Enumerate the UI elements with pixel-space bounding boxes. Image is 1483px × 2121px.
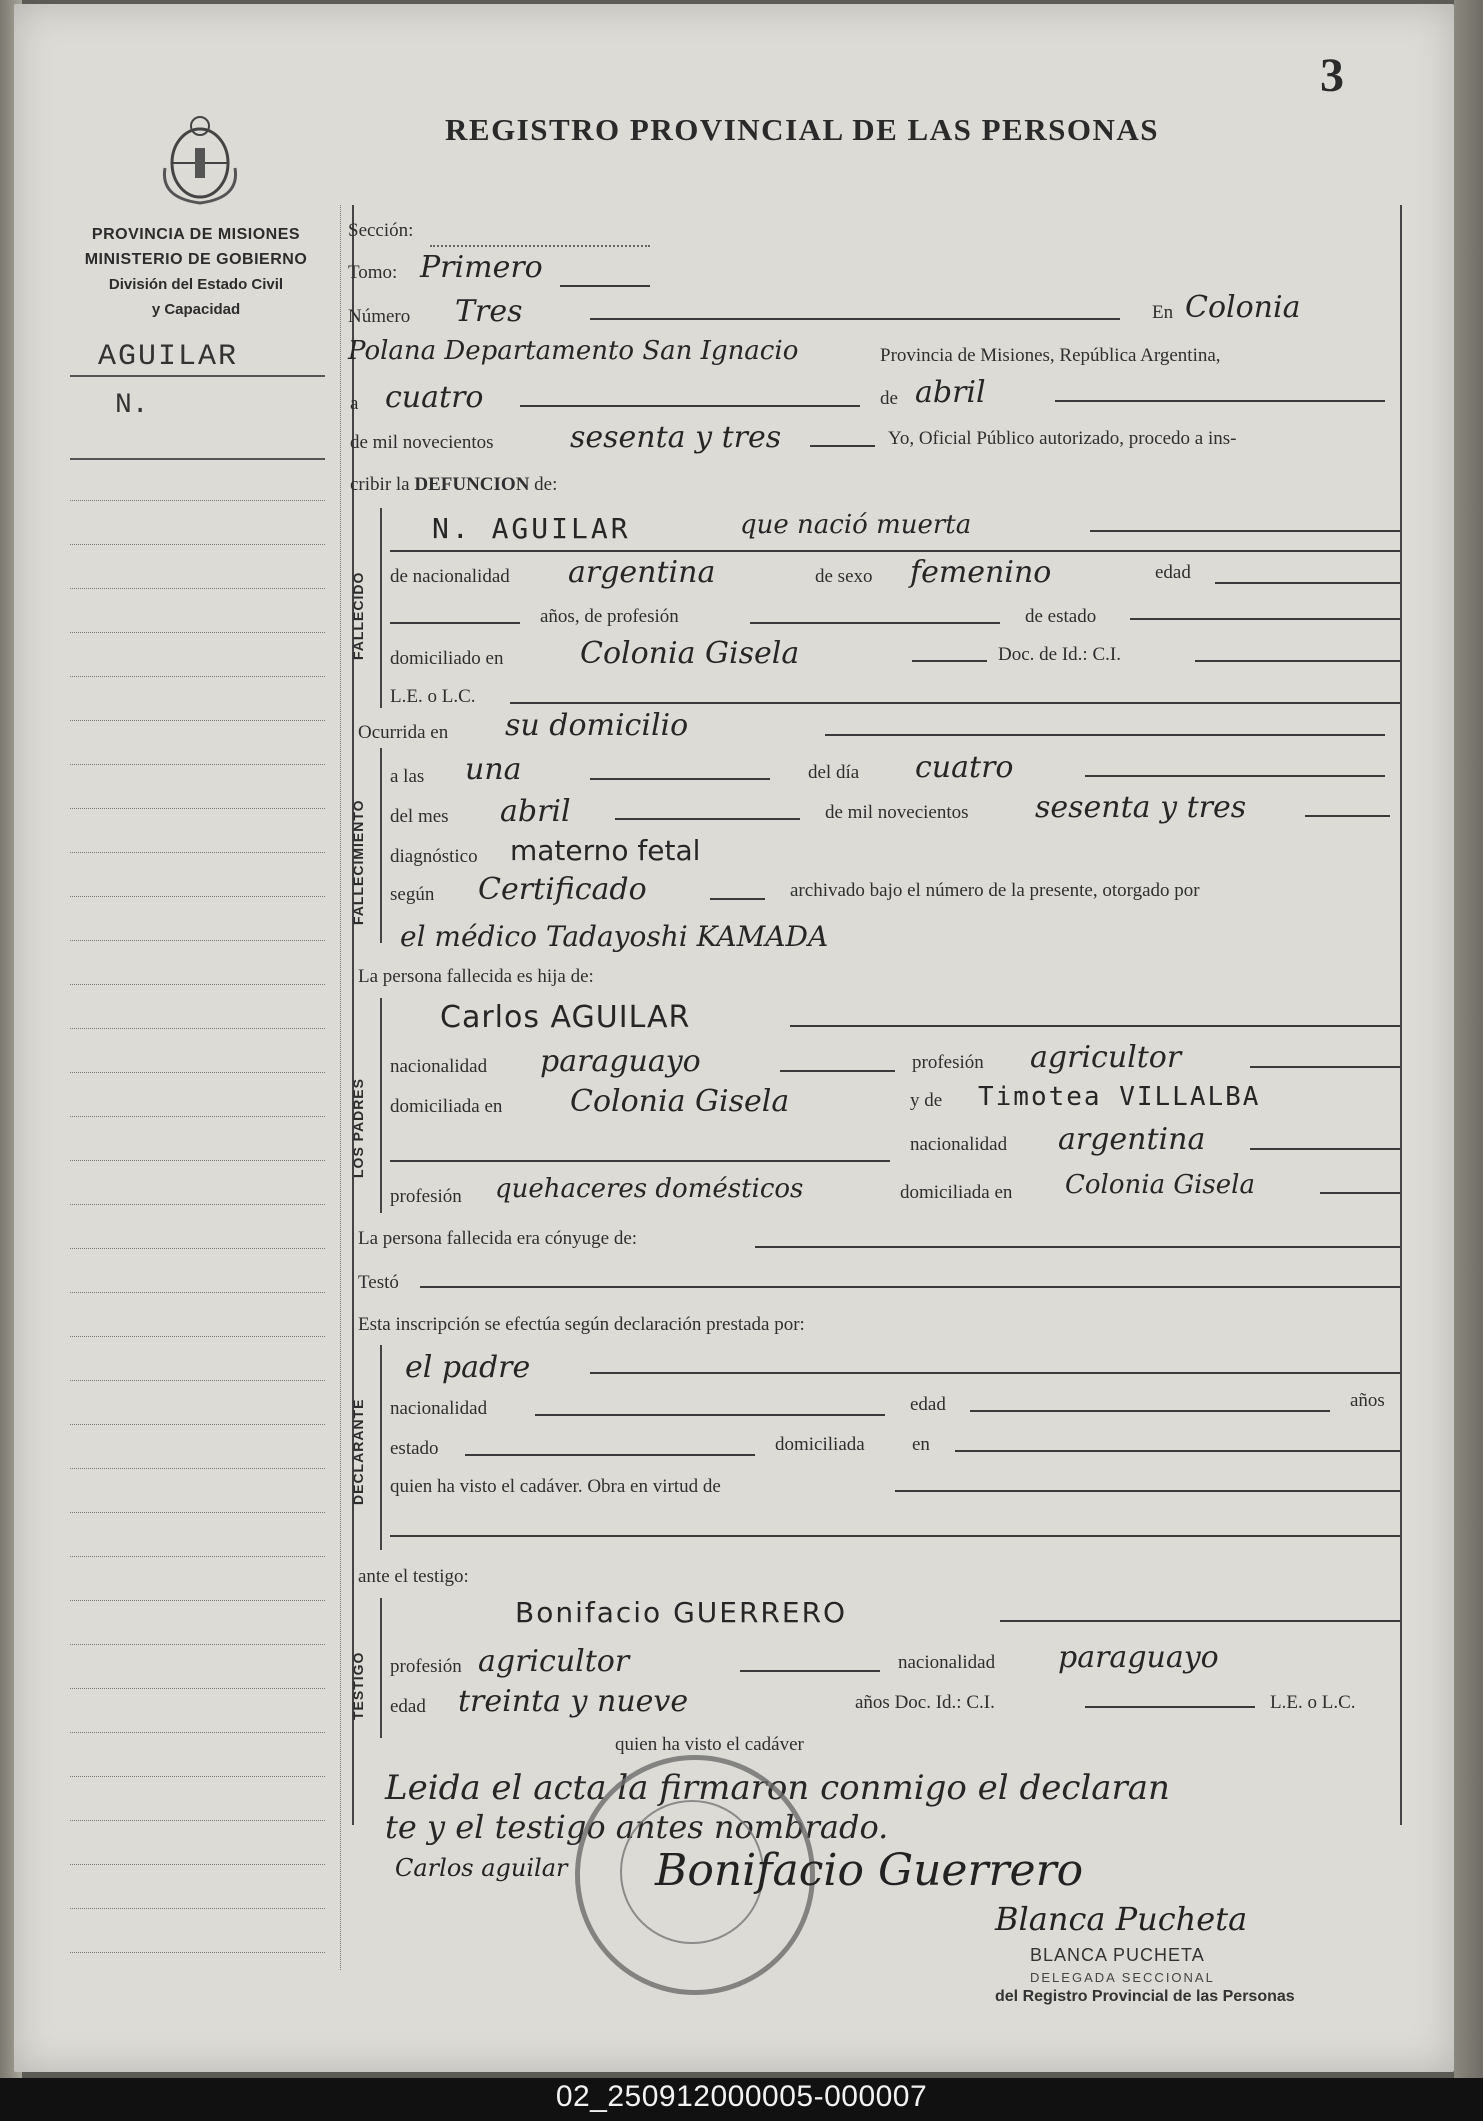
document-title: REGISTRO PROVINCIAL DE LAS PERSONAS	[445, 112, 1159, 147]
official-entity: del Registro Provincial de las Personas	[995, 1988, 1295, 2005]
official-name: BLANCA PUCHETA	[1030, 1945, 1205, 1965]
hora-line	[590, 778, 770, 780]
margin-ruled-line	[70, 1644, 325, 1645]
testigo-edad-label: edad	[390, 1696, 426, 1717]
estado-line	[1130, 618, 1400, 620]
padre-prof-value: agricultor	[1030, 1040, 1182, 1075]
archivado-text: archivado bajo el número de la presente, otorgado por	[790, 880, 1200, 901]
official-role: DELEGADA SECCIONAL	[1030, 1970, 1215, 1985]
declaracion-label: Esta inscripción se efectúa según declaración prestada por:	[358, 1314, 805, 1335]
margin-ruled-line	[70, 500, 325, 501]
padre-line	[790, 1025, 1400, 1027]
madre-dom-line	[1320, 1192, 1400, 1194]
en-value: Colonia	[1185, 290, 1301, 325]
madre-dom-label: domiciliada en	[900, 1182, 1013, 1203]
margin-ruled-line	[70, 852, 325, 853]
madre-nombre: Timotea VILLALBA	[978, 1082, 1261, 1112]
margin-ruled-line	[70, 1380, 325, 1381]
testigo-doc-line	[1085, 1706, 1255, 1708]
declarante-dom-label: domiciliada	[775, 1434, 865, 1455]
issuer-division: División del Estado Civil	[108, 276, 284, 293]
a-label: a	[350, 393, 359, 414]
le-label: L.E. o L.C.	[390, 686, 476, 707]
margin-ruled-line	[70, 1292, 325, 1293]
margin-ruled-line	[70, 1688, 325, 1689]
diag-value: materno fetal	[510, 834, 701, 867]
segun-line	[710, 898, 765, 900]
declarante-estado-label: estado	[390, 1438, 439, 1459]
seccion-line	[430, 245, 650, 247]
image-identifier: 02_250912000005-000007	[555, 2080, 928, 2113]
domicilio-label: domiciliado en	[390, 648, 504, 669]
declarante-dom-line	[955, 1450, 1400, 1452]
signature-testigo: Bonifacio Guerrero	[655, 1845, 1084, 1896]
padres-intro: La persona fallecida es hija de:	[358, 966, 594, 987]
madre-prof-label: profesión	[390, 1186, 462, 1207]
mil-label: de mil novecientos	[350, 432, 494, 453]
testigo-nac-value: paraguayo	[1058, 1640, 1219, 1675]
anio-fallec-value: sesenta y tres	[1035, 790, 1247, 825]
lugar-value: Polana Departamento San Ignacio	[348, 336, 799, 366]
madre-nac-line	[1250, 1148, 1400, 1150]
closing-line-1: Leida el acta la firmaron conmigo el declaran	[385, 1768, 1170, 1808]
declarante-extra-line	[390, 1535, 1400, 1537]
testigo-visto-label: quien ha visto el cadáver	[615, 1734, 804, 1755]
segun-value: Certificado	[478, 872, 647, 907]
edad-label: edad	[1155, 562, 1191, 583]
numero-label: Número	[348, 306, 411, 327]
domicilio-value: Colonia Gisela	[580, 636, 800, 671]
domicilio-line	[912, 660, 987, 662]
testigo-bracket	[380, 1598, 382, 1738]
margin-ruled-line	[70, 1204, 325, 1205]
margin-divider	[340, 205, 341, 1970]
margin-ruled-line	[70, 1556, 325, 1557]
padre-dom-value: Colonia Gisela	[570, 1084, 790, 1119]
madre-nac-value: argentina	[1058, 1122, 1206, 1157]
testigo-le-label: L.E. o L.C.	[1270, 1692, 1356, 1713]
fallecimiento-bracket	[380, 748, 382, 943]
margin-ruled-line	[70, 1864, 325, 1865]
ocurrida-line	[825, 734, 1385, 736]
le-line	[510, 702, 1400, 704]
de-label: de	[880, 388, 898, 409]
madre-prof-value: quehaceres domésticos	[495, 1174, 804, 1204]
estado-label: de estado	[1025, 606, 1097, 627]
defuncion-word: DEFUNCION	[414, 474, 530, 495]
padre-prof-label: profesión	[912, 1052, 984, 1073]
page-number: 3	[1320, 49, 1344, 102]
tomo-value: Primero	[420, 250, 543, 285]
margin-ruled-line	[70, 1600, 325, 1601]
declarante-edad-line	[970, 1410, 1330, 1412]
de-word: de:	[534, 474, 558, 495]
numero-line	[590, 318, 1120, 320]
tomo-line	[560, 285, 650, 287]
seccion-label: Sección:	[348, 220, 414, 241]
testigo-line	[1000, 1620, 1400, 1622]
testigo-prof-label: profesión	[390, 1656, 462, 1677]
ocurrida-value: su domicilio	[505, 708, 689, 743]
madre-dom-value: Colonia Gisela	[1065, 1170, 1255, 1200]
declarante-estado-line	[465, 1454, 755, 1456]
margin-surname: AGUILAR	[98, 340, 239, 374]
nacionalidad-value: argentina	[568, 555, 716, 590]
margin-ruled-line	[70, 764, 325, 765]
inscribir-text	[350, 474, 557, 496]
margin-ruled-line	[70, 1468, 325, 1469]
nacionalidad-label: de nacionalidad	[390, 566, 510, 587]
fallecido-section-label: FALLECIDO	[350, 571, 366, 660]
mes-fallec-line	[615, 818, 800, 820]
declarante-nac-line	[535, 1414, 885, 1416]
hora-label: a las	[390, 766, 425, 787]
margin-ruled-line	[70, 1160, 325, 1161]
margin-ruled-line	[70, 1424, 325, 1425]
dia-line	[520, 405, 860, 407]
signature-oficial: Blanca Pucheta	[995, 1900, 1248, 1938]
nombre-line	[1090, 530, 1400, 532]
testigo-nac-label: nacionalidad	[898, 1652, 996, 1673]
doc-line	[1195, 660, 1400, 662]
margin-ruled-line	[70, 632, 325, 633]
diag-label: diagnóstico	[390, 846, 478, 867]
issuer-division-2: y Capacidad	[151, 301, 241, 318]
fallecido-bracket	[380, 508, 382, 708]
margin-ruled-line	[70, 1336, 325, 1337]
testigo-nombre: Bonifacio GUERRERO	[515, 1596, 848, 1629]
mes-value: abril	[915, 375, 986, 410]
declarante-bracket	[380, 1345, 382, 1550]
dia-fallec-line	[1085, 775, 1385, 777]
segun-label: según	[390, 884, 435, 905]
mil-fallec-label: de mil novecientos	[825, 802, 969, 823]
margin-ruled-line	[70, 896, 325, 897]
mes-line	[1055, 400, 1385, 402]
profesion-line	[750, 622, 1000, 624]
madre-line	[390, 1160, 890, 1162]
conyuge-line	[755, 1246, 1400, 1248]
padre-dom-label: domiciliada en	[390, 1096, 503, 1117]
margin-ruled-line	[70, 1072, 325, 1073]
form-right-border	[1400, 205, 1402, 1825]
sexo-label: de sexo	[815, 566, 873, 587]
coat-of-arms-icon	[155, 108, 245, 208]
anio-line	[810, 445, 875, 447]
mes-fallec-value: abril	[500, 794, 571, 829]
margin-rule	[70, 375, 325, 377]
declarante-line	[590, 1372, 1400, 1374]
margin-ruled-line	[70, 544, 325, 545]
declarante-edad-label: edad	[910, 1394, 946, 1415]
en-label: En	[1152, 302, 1174, 323]
margin-ruled-line	[70, 1776, 325, 1777]
declarante-nombre: el padre	[405, 1350, 531, 1385]
testo-line	[420, 1286, 1400, 1288]
nombre-underline	[390, 550, 1400, 552]
medico-value: el médico Tadayoshi KAMADA	[400, 920, 829, 953]
issuer-header	[62, 222, 330, 322]
anos-label: años, de profesión	[540, 606, 679, 627]
testigo-anos-label: años Doc. Id.: C.I.	[855, 1692, 995, 1713]
anos-line	[390, 622, 520, 624]
margin-ruled-line	[70, 1512, 325, 1513]
testigo-prof-value: agricultor	[478, 1644, 630, 1679]
padres-bracket	[380, 998, 382, 1213]
anio-fallec-line	[1305, 815, 1390, 817]
dia-fallec-value: cuatro	[915, 750, 1014, 785]
edad-line	[1215, 582, 1400, 584]
margin-ruled-line	[70, 1732, 325, 1733]
issuer-ministry: MINISTERIO DE GOBIERNO	[84, 251, 308, 268]
margin-ruled-line	[70, 940, 325, 941]
padre-nac-label: nacionalidad	[390, 1056, 488, 1077]
anio-value: sesenta y tres	[570, 420, 782, 455]
conyuge-label: La persona fallecida era cónyuge de:	[358, 1228, 638, 1249]
signature-padre: Carlos aguilar	[395, 1854, 568, 1882]
testigo-section-label: TESTIGO	[350, 1651, 366, 1720]
dia-value: cuatro	[385, 380, 484, 415]
oficial-text: Yo, Oficial Público autorizado, procedo a ins-	[888, 428, 1237, 449]
inscribir-word: cribir la	[350, 474, 410, 495]
padre-nac-value: paraguayo	[540, 1044, 701, 1079]
padre-prof-line	[1250, 1066, 1400, 1068]
margin-given-name: N.	[115, 390, 149, 421]
issuer-province: PROVINCIA DE MISIONES	[91, 226, 301, 243]
dia-label: del día	[808, 762, 860, 783]
closing-line-2: te y el testigo antes nombrado.	[385, 1808, 889, 1846]
testo-label: Testó	[358, 1272, 399, 1293]
numero-value: Tres	[455, 294, 523, 329]
declarante-en-label: en	[912, 1434, 930, 1455]
margin-ruled-line	[70, 1248, 325, 1249]
margin-ruled-line	[70, 1908, 325, 1909]
testigo-edad-value: treinta y nueve	[458, 1684, 689, 1719]
y-de-label: y de	[910, 1090, 943, 1111]
declarante-visto-label: quien ha visto el cadáver. Obra en virtud de	[390, 1476, 721, 1497]
declarante-section-label: DECLARANTE	[350, 1398, 366, 1505]
margin-ruled-line	[70, 1820, 325, 1821]
fallecimiento-section-label: FALLECIMIENTO	[350, 799, 366, 925]
doc-label: Doc. de Id.: C.I.	[998, 644, 1121, 665]
declarante-nac-label: nacionalidad	[390, 1398, 488, 1419]
margin-ruled-line	[70, 1952, 325, 1953]
hora-value: una	[465, 752, 522, 787]
book-cover-edge	[1454, 0, 1483, 2121]
declarante-visto-line	[895, 1490, 1400, 1492]
margin-rule	[70, 458, 325, 460]
mes-label: del mes	[390, 806, 449, 827]
margin-ruled-line	[70, 1116, 325, 1117]
tomo-label: Tomo:	[348, 262, 398, 283]
provincia-text: Provincia de Misiones, República Argentina,	[880, 345, 1221, 366]
testigo-prof-line	[740, 1670, 880, 1672]
margin-ruled-line	[70, 588, 325, 589]
margin-ruled-line	[70, 720, 325, 721]
margin-ruled-line	[70, 984, 325, 985]
ocurrida-label: Ocurrida en	[358, 722, 449, 743]
margin-ruled-line	[70, 1028, 325, 1029]
margin-ruled-line	[70, 808, 325, 809]
margin-ruled-line	[70, 676, 325, 677]
fallecido-nota: que nació muerta	[740, 510, 972, 540]
madre-nac-label: nacionalidad	[910, 1134, 1008, 1155]
padre-nac-line	[780, 1070, 895, 1072]
declarante-anos-label: años	[1350, 1390, 1385, 1411]
sexo-value: femenino	[910, 555, 1052, 590]
padre-nombre: Carlos AGUILAR	[440, 1000, 691, 1035]
testigo-intro: ante el testigo:	[358, 1566, 469, 1587]
padres-section-label: LOS PADRES	[350, 1078, 366, 1178]
fallecido-nombre: N. AGUILAR	[432, 512, 631, 545]
